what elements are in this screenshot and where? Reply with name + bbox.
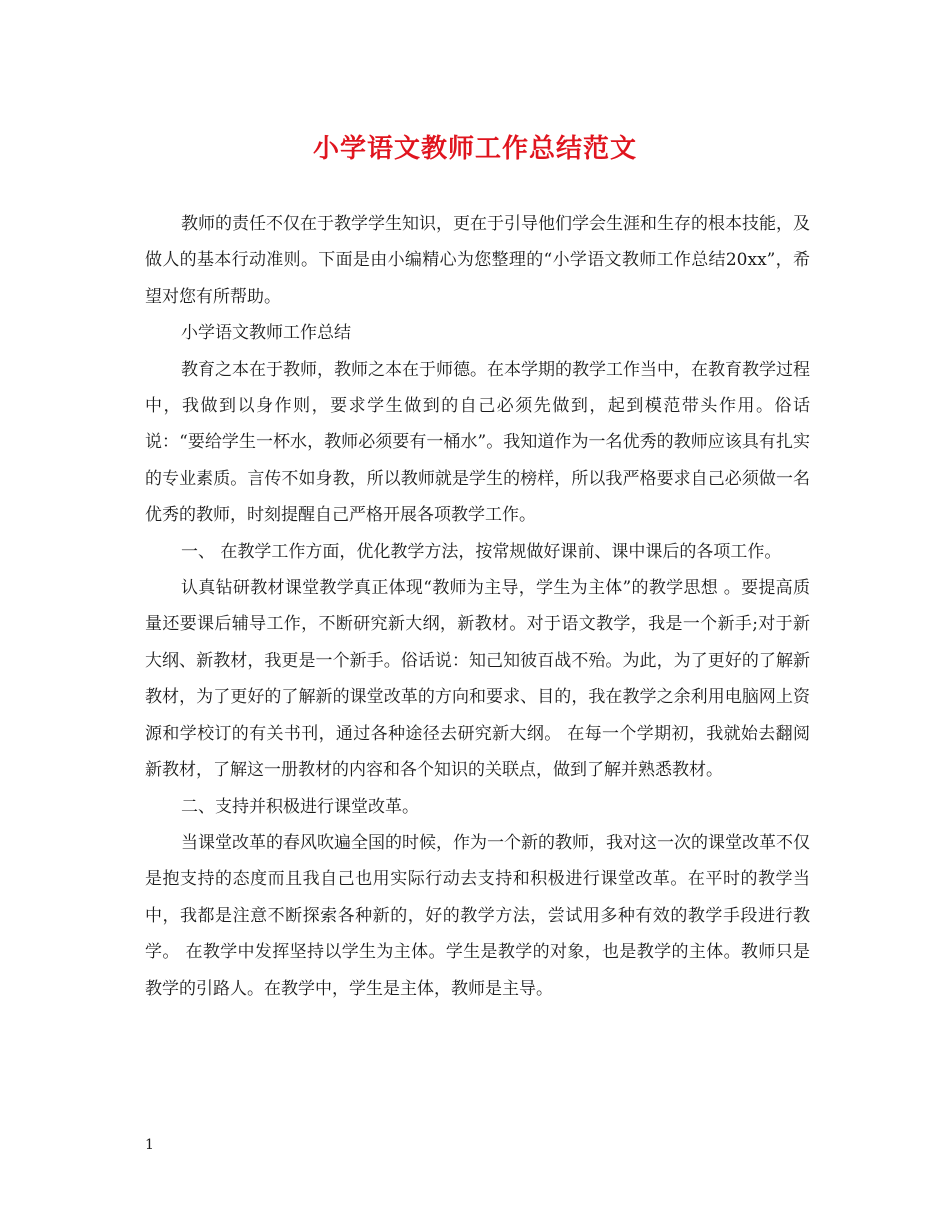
document-body [145,206,810,1007]
paragraph-ethics: 教育之本在于教师，教师之本在于师德。在本学期的教学工作当中，在教育教学过程中，我做到以身作则，要求学生做到的自己必须先做到，起到模范带头作用。俗话说：“要给学生一杯水，教师必须要有一桶水”。我知道作为一名优秀的教师应该具有扎实的专业素质。言传不如身教，所以教师就是学生的榜样，所以我严格要求自己必须做一名优秀的教师，时刻提醒自己严格开展各项教学工作。 [145,359,810,526]
paragraph-study-materials: 认真钻研教材课堂教学真正体现“教师为主导，学生为主体”的教学思想 。要提高质量还要课后辅导工作，不断研究新大纲，新教材。对于语文教学，我是一个新手;对于新大纲、新教材，我更是一个新手。俗话说：知己知彼百战不殆。为此，为了更好的了解新教材，为了更好的了解新的课堂改革的方向和要求、目的，我在教学之余利用电脑网上资源和学校订的有关书刊，通过各种途径去研究新大纲。 在每一个学期初，我就始去翻阅新教材，了解这一册教材的内容和各个知识的关联点，做到了解并熟悉教材。 [145,578,810,781]
paragraph-subtitle: 小学语文教师工作总结 [181,323,351,344]
page-number: 1 [145,1137,154,1153]
paragraph-intro: 教师的责任不仅在于教学学生知识，更在于引导他们学会生涯和生存的根本技能，及做人的基本行动准则。下面是由小编精心为您整理的“小学语文教师工作总结20xx”，希望对您有所帮助。 [145,214,810,307]
paragraph-section-two: 二、支持并积极进行课堂改革。 [181,796,419,817]
paragraph-section-one: 一、 在教学工作方面，优化教学方法，按常规做好课前、课中课后的各项工作。 [181,541,782,562]
document-title: 小学语文教师工作总结范文 [312,134,637,164]
paragraph-classroom-reform: 当课堂改革的春风吹遍全国的时候，作为一个新的教师，我对这一次的课堂改革不仅是抱支持的态度而且我自己也用实际行动去支持和积极进行课堂改革。在平时的教学当中，我都是注意不断探索各种新的，好的教学方法，尝试用多种有效的教学手段进行教学。 在教学中发挥坚持以学生为主体。学生是教学的对象，也是教学的主体。教师只是教学的引路人。在教学中，学生是主体，教师是主导。 [145,832,810,999]
